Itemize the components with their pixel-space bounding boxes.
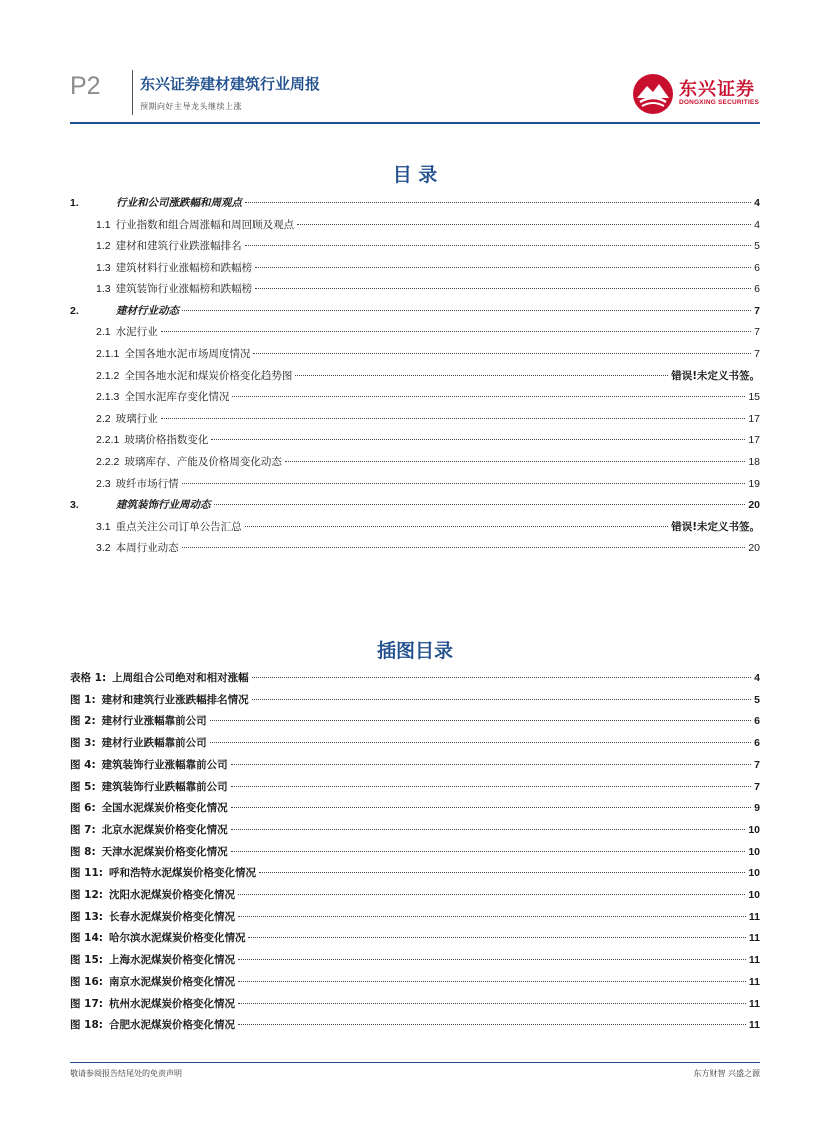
figure-entry[interactable] (70, 909, 760, 930)
dot-leader (231, 786, 751, 787)
toc-entry-number: 2.3 (96, 478, 111, 490)
figure-entry-title: 呼和浩特水泥煤炭价格变化情况 (108, 867, 256, 879)
figure-entry[interactable] (70, 930, 760, 951)
dot-leader (231, 829, 746, 830)
toc-entry-page: 7 (754, 305, 760, 317)
figure-entry-page: 6 (754, 737, 760, 749)
figure-entry-title: 南京水泥煤炭价格变化情况 (108, 976, 235, 988)
figure-entry-title: 建材和建筑行业涨跌幅排名情况 (101, 694, 249, 706)
figure-entry-page: 7 (754, 781, 760, 793)
toc-entry-title: 行业和公司涨跌幅和周观点 (116, 197, 242, 209)
toc-entry-title: 建筑装饰行业周动态 (116, 499, 211, 511)
figure-entry-page: 10 (748, 889, 760, 901)
figure-entry[interactable] (70, 822, 760, 843)
toc-entry[interactable] (70, 476, 760, 497)
figure-entry[interactable] (70, 887, 760, 908)
dot-leader (231, 851, 746, 852)
dot-leader (255, 288, 751, 289)
toc-entry[interactable] (70, 540, 760, 561)
toc-entry-title: 本周行业动态 (115, 542, 179, 554)
dot-leader (182, 483, 746, 484)
figure-entry-page: 9 (754, 802, 760, 814)
toc-entry[interactable] (70, 432, 760, 453)
toc-entry-page: 19 (748, 478, 760, 490)
toc-entry[interactable] (70, 454, 760, 475)
figure-entry-number: 图 11: (70, 867, 103, 879)
figure-entry-title: 建材行业跌幅靠前公司 (101, 737, 207, 749)
figure-entry-number: 图 8: (70, 846, 96, 858)
figure-entry-title: 合肥水泥煤炭价格变化情况 (108, 1019, 235, 1031)
dot-leader (297, 224, 751, 225)
dot-leader (253, 353, 751, 354)
dot-leader (255, 267, 751, 268)
toc-entry-page: 错误!未定义书签。 (671, 370, 760, 382)
toc-heading: 目 录 (392, 164, 438, 186)
toc-entry-number: 1.1 (96, 219, 111, 231)
dot-leader (214, 504, 746, 505)
toc-entry[interactable] (70, 281, 760, 302)
figure-entry[interactable] (70, 800, 760, 821)
toc-entry[interactable] (70, 368, 760, 389)
toc-entry-page: 7 (754, 348, 760, 360)
company-logo (631, 72, 761, 116)
toc-entry-title: 重点关注公司订单公告汇总 (115, 521, 242, 533)
figure-entry-title: 北京水泥煤炭价格变化情况 (101, 824, 228, 836)
dot-leader (245, 245, 752, 246)
toc-entry-page: 18 (748, 456, 760, 468)
toc-entry-title: 建筑装饰行业涨幅榜和跌幅榜 (115, 283, 253, 295)
figure-entry-number: 图 14: (70, 932, 103, 944)
dot-leader (238, 1003, 746, 1004)
toc-entry-page: 15 (748, 391, 760, 403)
toc-entry[interactable] (70, 195, 760, 216)
figure-entry-page: 11 (748, 998, 760, 1010)
toc-entry-page: 7 (754, 326, 760, 338)
toc-entry[interactable] (70, 497, 760, 518)
toc-entry-title: 玻璃行业 (115, 413, 158, 425)
figure-entry-page: 11 (748, 954, 760, 966)
figure-entry-title: 长春水泥煤炭价格变化情况 (108, 911, 235, 923)
dot-leader (238, 981, 746, 982)
figure-entry-page: 11 (748, 976, 760, 988)
figure-entry-page: 11 (748, 932, 760, 944)
toc-entry-page: 17 (748, 434, 760, 446)
toc-entry-number: 2.1 (96, 326, 111, 338)
toc-entry-number: 2.1.1 (96, 348, 120, 360)
figure-list-heading: 插图目录 (376, 640, 453, 662)
dot-leader (295, 375, 668, 376)
toc-entry-page: 4 (754, 219, 760, 231)
figure-entry-page: 4 (754, 672, 760, 684)
toc-entry-number: 1.2 (96, 240, 111, 252)
figure-entry-page: 10 (748, 846, 760, 858)
figure-entry-title: 建筑装饰行业涨幅靠前公司 (101, 759, 228, 771)
disclaimer-note: 敬请参阅报告结尾处的免责声明 (70, 1069, 182, 1078)
dongxing-logo-icon (631, 72, 675, 116)
header-divider (132, 70, 133, 115)
toc-entry[interactable] (70, 217, 760, 238)
toc-entry-number: 3.2 (96, 542, 111, 554)
figure-entry-number: 图 5: (70, 781, 96, 793)
logo-english-name: DONGXING SECURITIES (679, 99, 760, 106)
toc-entry[interactable] (70, 324, 760, 345)
figure-entry-number: 图 6: (70, 802, 96, 814)
figure-entry-page: 6 (754, 715, 760, 727)
toc-entry-number: 2.1.2 (96, 370, 120, 382)
toc-entry-number: 3. (70, 499, 79, 511)
figure-entry-page: 10 (748, 824, 760, 836)
toc-entry-number: 1.3 (96, 262, 111, 274)
toc-entry-page: 20 (748, 542, 760, 554)
toc-entry-page: 4 (754, 197, 760, 209)
figure-entry-number: 图 17: (70, 998, 103, 1010)
toc-entry-title: 建材行业动态 (116, 305, 179, 317)
dot-leader (252, 699, 751, 700)
figure-entry[interactable] (70, 996, 760, 1017)
figure-entry-title: 全国水泥煤炭价格变化情况 (101, 802, 228, 814)
figure-entry-number: 图 16: (70, 976, 103, 988)
toc-entry[interactable] (70, 238, 760, 259)
dot-leader (238, 916, 746, 917)
toc-entry-title: 全国各地水泥市场周度情况 (124, 348, 251, 360)
figure-entry[interactable] (70, 865, 760, 886)
toc-entry-page: 20 (748, 499, 760, 511)
figure-entry[interactable] (70, 952, 760, 973)
toc-entry-title: 玻璃价格指数变化 (124, 434, 209, 446)
dot-leader (231, 764, 751, 765)
figure-entry-title: 建材行业涨幅靠前公司 (101, 715, 207, 727)
page-number: P2 (70, 72, 101, 100)
toc-entry-number: 1.3 (96, 283, 111, 295)
toc-entry-title: 建材和建筑行业跌涨幅排名 (115, 240, 242, 252)
dot-leader (259, 872, 745, 873)
report-title: 东兴证券建材建筑行业周报 (140, 75, 321, 93)
toc-entry-number: 3.1 (96, 521, 111, 533)
toc-entry-page: 6 (754, 262, 760, 274)
figure-entry-title: 建筑装饰行业跌幅靠前公司 (101, 781, 228, 793)
figure-entry-number: 图 18: (70, 1019, 103, 1031)
figure-entry[interactable] (70, 779, 760, 800)
toc-entry[interactable] (70, 389, 760, 410)
dot-leader (245, 526, 669, 527)
figure-entry-number: 图 1: (70, 694, 96, 706)
toc-entry-page: 17 (748, 413, 760, 425)
dot-leader (245, 202, 751, 203)
dot-leader (238, 894, 745, 895)
dot-leader (248, 937, 745, 938)
toc-entry-title: 玻纤市场行情 (115, 478, 179, 490)
dot-leader (238, 1024, 746, 1025)
logo-chinese-name: 东兴证券 (679, 79, 755, 100)
figure-entry[interactable] (70, 670, 760, 691)
figure-entry-number: 图 2: (70, 715, 96, 727)
toc-entry-title: 建筑材料行业涨幅榜和跌幅榜 (115, 262, 253, 274)
dot-leader (210, 742, 751, 743)
figure-entry-title: 沈阳水泥煤炭价格变化情况 (108, 889, 235, 901)
toc-entry-number: 2.1.3 (96, 391, 120, 403)
figure-entry-title: 杭州水泥煤炭价格变化情况 (108, 998, 235, 1010)
toc-entry[interactable] (70, 519, 760, 540)
header-rule (70, 122, 760, 124)
figure-entry[interactable] (70, 757, 760, 778)
figure-entry-number: 图 3: (70, 737, 96, 749)
figure-entry[interactable] (70, 692, 760, 713)
toc-entry-number: 2.2 (96, 413, 111, 425)
toc-entry-title: 全国各地水泥和煤炭价格变化趋势图 (124, 370, 293, 382)
company-slogan: 东方财智 兴盛之源 (693, 1069, 760, 1078)
footer-rule (70, 1062, 760, 1063)
toc-entry[interactable] (70, 346, 760, 367)
figure-entry-page: 11 (748, 911, 760, 923)
figure-entry-title: 上海水泥煤炭价格变化情况 (108, 954, 235, 966)
figure-entry-number: 图 12: (70, 889, 103, 901)
toc-entry-title: 水泥行业 (115, 326, 158, 338)
toc-entry-title: 全国水泥库存变化情况 (124, 391, 230, 403)
report-subtitle: 预期向好主导龙头继续上涨 (140, 102, 242, 111)
figure-entry-title: 天津水泥煤炭价格变化情况 (101, 846, 228, 858)
toc-entry-number: 2.2.2 (96, 456, 120, 468)
dot-leader (252, 677, 751, 678)
figure-entry-title: 哈尔滨水泥煤炭价格变化情况 (108, 932, 246, 944)
toc-entry[interactable] (70, 411, 760, 432)
dot-leader (182, 547, 746, 548)
figure-entry-page: 5 (754, 694, 760, 706)
figure-entry[interactable] (70, 1017, 760, 1038)
toc-entry-title: 行业指数和组合周涨幅和周回顾及观点 (115, 219, 295, 231)
toc-entry[interactable] (70, 260, 760, 281)
figure-entry[interactable] (70, 844, 760, 865)
dot-leader (285, 461, 745, 462)
figure-entry-title: 上周组合公司绝对和相对涨幅 (112, 672, 249, 684)
toc-entry-number: 2. (70, 305, 79, 317)
dot-leader (161, 331, 752, 332)
figure-entry-page: 11 (748, 1019, 760, 1031)
figure-entry-number: 图 13: (70, 911, 103, 923)
dot-leader (161, 418, 746, 419)
figure-entry-page: 10 (748, 867, 760, 879)
dot-leader (238, 959, 746, 960)
toc-entry-title: 玻璃库存、产能及价格周变化动态 (124, 456, 282, 468)
dot-leader (232, 396, 745, 397)
dot-leader (231, 807, 751, 808)
figure-entry[interactable] (70, 974, 760, 995)
figure-entry[interactable] (70, 735, 760, 756)
toc-entry-number: 1. (70, 197, 79, 209)
figure-entry-page: 7 (754, 759, 760, 771)
figure-entry-number: 图 7: (70, 824, 96, 836)
figure-entry-number: 图 4: (70, 759, 96, 771)
dot-leader (211, 439, 745, 440)
toc-entry-page: 错误!未定义书签。 (671, 521, 760, 533)
figure-entry[interactable] (70, 713, 760, 734)
figure-entry-number: 表格 1: (70, 672, 107, 684)
dot-leader (210, 720, 751, 721)
dot-leader (182, 310, 751, 311)
toc-entry-page: 6 (754, 283, 760, 295)
figure-entry-number: 图 15: (70, 954, 103, 966)
toc-entry-page: 5 (754, 240, 760, 252)
toc-entry-number: 2.2.1 (96, 434, 120, 446)
toc-entry[interactable] (70, 303, 760, 324)
